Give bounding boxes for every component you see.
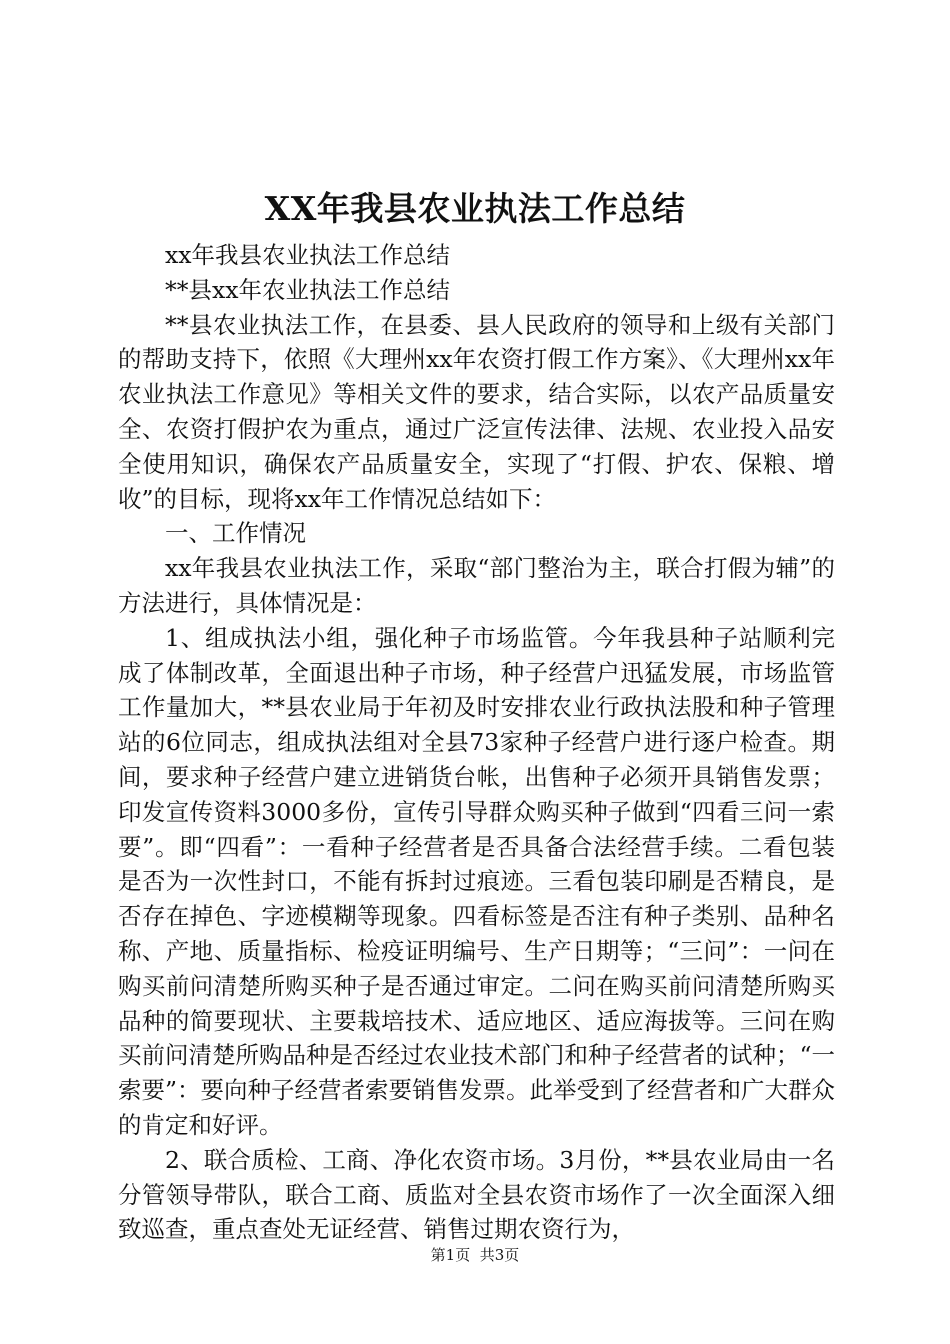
body-paragraph: 2、联合质检、工商、净化农资市场。3月份，**县农业局由一名分管领导带队，联合工商、质监对全县农资市场作了一次全面深入细致巡查，重点查处无证经营、销售过期农资行为， xyxy=(118,1145,835,1244)
section-heading: 一、工作情况 xyxy=(165,519,306,548)
body-paragraph: **县农业执法工作，在县委、县人民政府的领导和上级有关部门的帮助支持下，依照《大理州xx年农资打假工作方案》、《大理州xx年农业执法工作意见》等相关文件的要求，结合实际，以农产品质量安全、农资打假护农为重点，通过广泛宣传法律、法规、农业投入品安全使用知识，确保农产品质量安全，实现了“打假、护农、保粮、增收”的目标，现将xx年工作情况总结如下： xyxy=(118,310,835,513)
page-number: 第1页 xyxy=(430,1246,471,1264)
document-body xyxy=(118,238,835,1247)
subtitle-line: **县xx年农业执法工作总结 xyxy=(165,275,451,304)
subtitle-line: xx年我县农业执法工作总结 xyxy=(165,241,451,269)
body-paragraph: xx年我县农业执法工作，采取“部门整治为主，联合打假为辅”的方法进行，具体情况是： xyxy=(118,554,835,617)
document-title: XX年我县农业执法工作总结 xyxy=(264,189,686,228)
body-paragraph: 1、组成执法小组，强化种子市场监管。今年我县种子站顺利完成了体制改革，全面退出种子市场，种子经营户迅猛发展，市场监管工作量加大，**县农业局于年初及时安排农业行政执法股和种子管理站的6位同志，组成执法组对全县73家种子经营户进行逐户检查。期间，要求种子经营户建立进销货台帐，出售种子必须开具销售发票；印发宣传资料3000多份，宣传引导群众购买种子做到“四看三问一索要”。即“四看”：一看种子经营者是否具备合法经营手续。二看包装是否为一次性封口，不能有拆封过痕迹。三看包装印刷是否精良，是否存在掉色、字迹模糊等现象。四看标签是否注有种子类别、品种名称、产地、质量指标、检疫证明编号、生产日期等；“三问”：一问在购买前问清楚所购买种子是否通过审定。二问在购买前问清楚所购买品种的简要现状、主要栽培技术、适应地区、适应海拔等。三问在购买前问清楚所购品种是否经过农业技术部门和种子经营者的试种；“一索要”：要向种子经营者索要销售发票。此举受到了经营者和广大群众的肯定和好评。 xyxy=(118,623,836,1139)
page-footer xyxy=(0,1245,950,1265)
page-total: 共3页 xyxy=(479,1246,520,1264)
footer-gap xyxy=(470,1246,480,1264)
